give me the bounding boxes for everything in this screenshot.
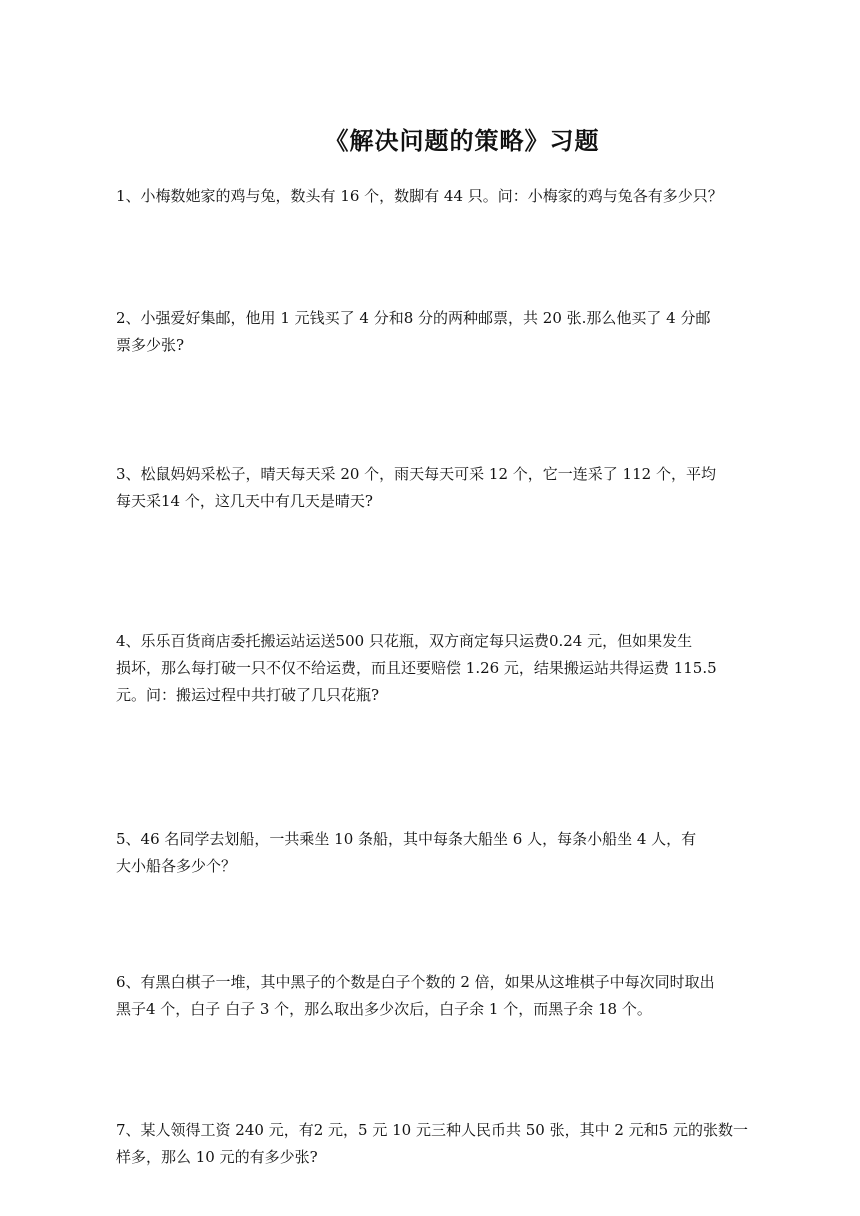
- document-title: 《解决问题的策略》习题: [324, 126, 600, 155]
- question-5: 5、46 名同学去划船，一共乘坐 10 条船，其中每条大船坐 6 人，每条小船坐 4 人，有 大小船各多少个？: [116, 830, 697, 875]
- question-1: 1、小梅数她家的鸡与兔，数头有 16 个，数脚有 44 只。问：小梅家的鸡与兔各有多少只？: [116, 187, 723, 205]
- question-7: 7、某人领得工资 240 元，有2 元，5 元 10 元三种人民币共 50 张，其中 2 元和5 元的张数一 样多，那么 10 元的有多少张?: [116, 1121, 748, 1166]
- question-2: 2、小强爱好集邮，他用 1 元钱买了 4 分和8 分的两种邮票，共 20 张.那么他买了 4 分邮 票多少张?: [116, 309, 711, 354]
- question-3: 3、松鼠妈妈采松子，晴天每天采 20 个，雨天每天可采 12 个，它一连采了 112 个，平均 每天采14 个，这几天中有几天是晴天?: [116, 465, 716, 510]
- question-4: 4、乐乐百货商店委托搬运站运送500 只花瓶，双方商定每只运费0.24 元，但如果发生 损坏，那么每打破一只不仅不给运费，而且还要赔偿 1.26 元，结果搬运站共得运费 115.5 元。问：搬运过程中共打破了几只花瓶?: [116, 632, 717, 704]
- question-6: 6、有黑白棋子一堆，其中黑子的个数是白子个数的 2 倍，如果从这堆棋子中每次同时取出 黑子4 个，白子 白子 3 个，那么取出多少次后，白子余 1 个，而黑子余 18 个。: [116, 973, 715, 1018]
